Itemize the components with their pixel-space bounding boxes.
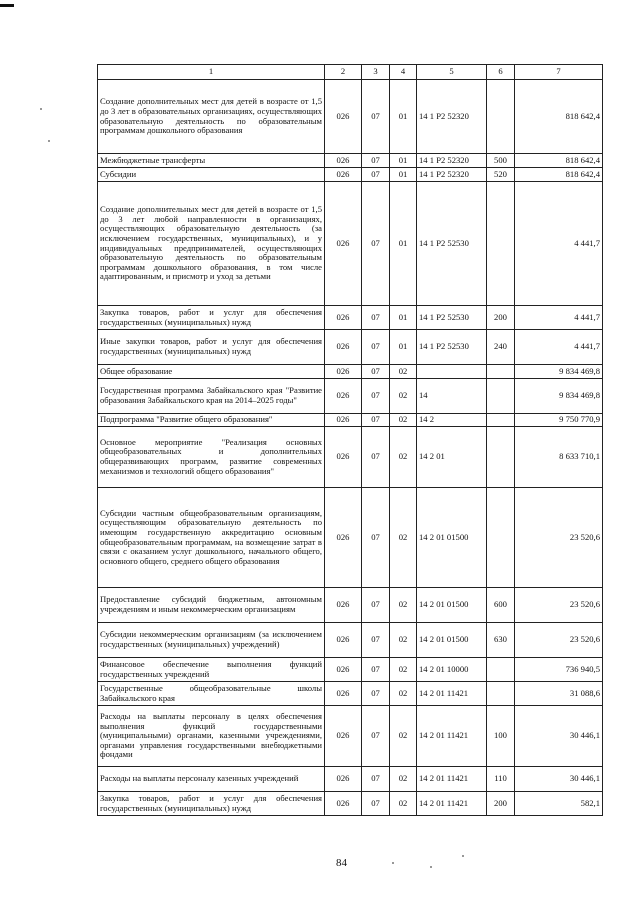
table-row (98, 767, 603, 792)
amount: 30 446,1 (515, 706, 603, 767)
amount: 23 520,6 (515, 623, 603, 658)
scan-speck (40, 108, 42, 110)
row-name: Закупка товаров, работ и услуг для обеспечения государственных (муниципальных) нужд (98, 306, 325, 330)
ministry-code: 026 (325, 154, 362, 168)
target-article-code: 14 2 (417, 414, 487, 427)
row-name: Общее образование (98, 365, 325, 379)
amount: 9 834 469,8 (515, 379, 603, 414)
row-name: Создание дополнительных мест для детей в возрасте от 1,5 до 3 лет в образовательных организациях, осуществляющих образовательную деятельность по образовательным программам дошкольного образования (98, 80, 325, 154)
page-number: 84 (336, 857, 347, 869)
subsection-code: 02 (390, 682, 417, 706)
row-name: Финансовое обеспечение выполнения функций государственных учреждений (98, 658, 325, 682)
section-code: 07 (362, 658, 390, 682)
ministry-code: 026 (325, 588, 362, 623)
target-article-code: 14 1 Р2 52530 (417, 330, 487, 365)
amount: 4 441,7 (515, 182, 603, 306)
expense-type-code (487, 80, 515, 154)
table-row (98, 330, 603, 365)
row-name: Создание дополнительных мест для детей в возрасте от 1,5 до 3 лет любой направленности в организациях, осуществляющих образовательную деятельность (за исключением государственных, муниципальных), и у индивидуальных предпринимателей, осуществляющих образовательную деятельность по образовательным программам дошкольного образования, в том числе адаптированным, и присмотр и уход за детьми (98, 182, 325, 306)
table-row (98, 80, 603, 154)
ministry-code: 026 (325, 767, 362, 792)
expense-type-code (487, 658, 515, 682)
amount: 30 446,1 (515, 767, 603, 792)
subsection-code: 02 (390, 365, 417, 379)
budget-table (97, 64, 603, 816)
amount: 818 642,4 (515, 154, 603, 168)
subsection-code: 02 (390, 488, 417, 588)
row-name: Закупка товаров, работ и услуг для обеспечения государственных (муниципальных) нужд (98, 792, 325, 816)
row-name: Подпрограмма "Развитие общего образования" (98, 414, 325, 427)
expense-type-code: 100 (487, 706, 515, 767)
table-row (98, 379, 603, 414)
section-code: 07 (362, 706, 390, 767)
amount: 31 088,6 (515, 682, 603, 706)
ministry-code: 026 (325, 623, 362, 658)
subsection-code: 02 (390, 588, 417, 623)
expense-type-code: 110 (487, 767, 515, 792)
ministry-code: 026 (325, 658, 362, 682)
scan-speck (48, 140, 50, 142)
target-article-code (417, 365, 487, 379)
row-name: Государственная программа Забайкальского края "Развитие образования Забайкальского края на 2014–2025 годы" (98, 379, 325, 414)
subsection-code: 01 (390, 80, 417, 154)
subsection-code: 02 (390, 706, 417, 767)
column-header: 6 (487, 65, 515, 80)
expense-type-code (487, 488, 515, 588)
column-header: 3 (362, 65, 390, 80)
section-code: 07 (362, 623, 390, 658)
expense-type-code: 240 (487, 330, 515, 365)
section-code: 07 (362, 682, 390, 706)
table-row (98, 365, 603, 379)
target-article-code: 14 2 01 11421 (417, 706, 487, 767)
scan-corner-mark (0, 4, 14, 7)
column-header: 1 (98, 65, 325, 80)
target-article-code: 14 2 01 10000 (417, 658, 487, 682)
expense-type-code (487, 379, 515, 414)
section-code: 07 (362, 767, 390, 792)
table-row (98, 706, 603, 767)
subsection-code: 02 (390, 414, 417, 427)
ministry-code: 026 (325, 168, 362, 182)
amount: 8 633 710,1 (515, 427, 603, 488)
ministry-code: 026 (325, 682, 362, 706)
ministry-code: 026 (325, 427, 362, 488)
amount: 9 834 469,8 (515, 365, 603, 379)
amount: 4 441,7 (515, 306, 603, 330)
target-article-code: 14 1 Р2 52530 (417, 306, 487, 330)
expense-type-code (487, 365, 515, 379)
ministry-code: 026 (325, 379, 362, 414)
section-code: 07 (362, 154, 390, 168)
expense-type-code (487, 682, 515, 706)
expense-type-code: 200 (487, 306, 515, 330)
amount: 4 441,7 (515, 330, 603, 365)
amount: 9 750 770,9 (515, 414, 603, 427)
row-name: Государственные общеобразовательные школы Забайкальского края (98, 682, 325, 706)
section-code: 07 (362, 427, 390, 488)
scan-speck (462, 855, 464, 857)
table-row (98, 658, 603, 682)
subsection-code: 02 (390, 427, 417, 488)
target-article-code: 14 2 01 01500 (417, 488, 487, 588)
ministry-code: 026 (325, 306, 362, 330)
target-article-code: 14 2 01 11421 (417, 767, 487, 792)
subsection-code: 01 (390, 154, 417, 168)
row-name: Субсидии частным общеобразовательным организациям, осуществляющим образовательную деятельность по имеющим государственную аккредитацию основным общеобразовательным программам, на возмещение затрат в связи с оказанием услуг дошкольного, начального общего, основного общего, среднего общего образования (98, 488, 325, 588)
expense-type-code: 600 (487, 588, 515, 623)
column-header: 4 (390, 65, 417, 80)
row-name: Субсидии (98, 168, 325, 182)
table-row (98, 488, 603, 588)
section-code: 07 (362, 80, 390, 154)
ministry-code: 026 (325, 80, 362, 154)
table-row (98, 414, 603, 427)
ministry-code: 026 (325, 330, 362, 365)
subsection-code: 01 (390, 330, 417, 365)
amount: 23 520,6 (515, 588, 603, 623)
section-code: 07 (362, 414, 390, 427)
ministry-code: 026 (325, 792, 362, 816)
target-article-code: 14 2 01 11421 (417, 682, 487, 706)
section-code: 07 (362, 365, 390, 379)
target-article-code: 14 1 Р2 52320 (417, 168, 487, 182)
column-header: 2 (325, 65, 362, 80)
amount: 582,1 (515, 792, 603, 816)
expense-type-code: 520 (487, 168, 515, 182)
subsection-code: 02 (390, 379, 417, 414)
table-row (98, 792, 603, 816)
subsection-code: 02 (390, 792, 417, 816)
row-name: Расходы на выплаты персоналу в целях обеспечения выполнения функций государственными (муниципальными) органами, казенными учреждениями, органами управления государственными внебюджетными фондами (98, 706, 325, 767)
target-article-code: 14 (417, 379, 487, 414)
target-article-code: 14 2 01 01500 (417, 623, 487, 658)
row-name: Иные закупки товаров, работ и услуг для обеспечения государственных (муниципальных) нужд (98, 330, 325, 365)
table-row (98, 154, 603, 168)
ministry-code: 026 (325, 706, 362, 767)
subsection-code: 01 (390, 182, 417, 306)
amount: 818 642,4 (515, 80, 603, 154)
target-article-code: 14 1 Р2 52320 (417, 80, 487, 154)
row-name: Расходы на выплаты персоналу казенных учреждений (98, 767, 325, 792)
expense-type-code: 630 (487, 623, 515, 658)
table-row (98, 682, 603, 706)
table-row (98, 168, 603, 182)
row-name: Межбюджетные трансферты (98, 154, 325, 168)
row-name: Субсидии некоммерческим организациям (за исключением государственных (муниципальных) учреждений) (98, 623, 325, 658)
amount: 736 940,5 (515, 658, 603, 682)
ministry-code: 026 (325, 488, 362, 588)
table-row (98, 427, 603, 488)
row-name: Основное мероприятие "Реализация основных общеобразовательных и дополнительных общеразвивающих программ, развитие современных механизмов и технологий общего образования" (98, 427, 325, 488)
target-article-code: 14 2 01 11421 (417, 792, 487, 816)
table-row (98, 623, 603, 658)
expense-type-code (487, 414, 515, 427)
expense-type-code (487, 427, 515, 488)
expense-type-code: 200 (487, 792, 515, 816)
section-code: 07 (362, 330, 390, 365)
section-code: 07 (362, 792, 390, 816)
section-code: 07 (362, 182, 390, 306)
column-header: 7 (515, 65, 603, 80)
subsection-code: 02 (390, 623, 417, 658)
subsection-code: 02 (390, 658, 417, 682)
section-code: 07 (362, 488, 390, 588)
table-row (98, 588, 603, 623)
subsection-code: 01 (390, 168, 417, 182)
row-name: Предоставление субсидий бюджетным, автономным учреждениям и иным некоммерческим организациям (98, 588, 325, 623)
scan-speck (430, 866, 432, 868)
subsection-code: 01 (390, 306, 417, 330)
section-code: 07 (362, 379, 390, 414)
target-article-code: 14 2 01 01500 (417, 588, 487, 623)
expense-type-code: 500 (487, 154, 515, 168)
target-article-code: 14 1 Р2 52320 (417, 154, 487, 168)
scan-speck (392, 862, 394, 864)
ministry-code: 026 (325, 182, 362, 306)
target-article-code: 14 2 01 (417, 427, 487, 488)
table-header-row (98, 65, 603, 80)
section-code: 07 (362, 588, 390, 623)
target-article-code: 14 1 Р2 52530 (417, 182, 487, 306)
ministry-code: 026 (325, 414, 362, 427)
ministry-code: 026 (325, 365, 362, 379)
table-row (98, 182, 603, 306)
expense-type-code (487, 182, 515, 306)
section-code: 07 (362, 168, 390, 182)
column-header: 5 (417, 65, 487, 80)
amount: 818 642,4 (515, 168, 603, 182)
amount: 23 520,6 (515, 488, 603, 588)
table-row (98, 306, 603, 330)
section-code: 07 (362, 306, 390, 330)
subsection-code: 02 (390, 767, 417, 792)
